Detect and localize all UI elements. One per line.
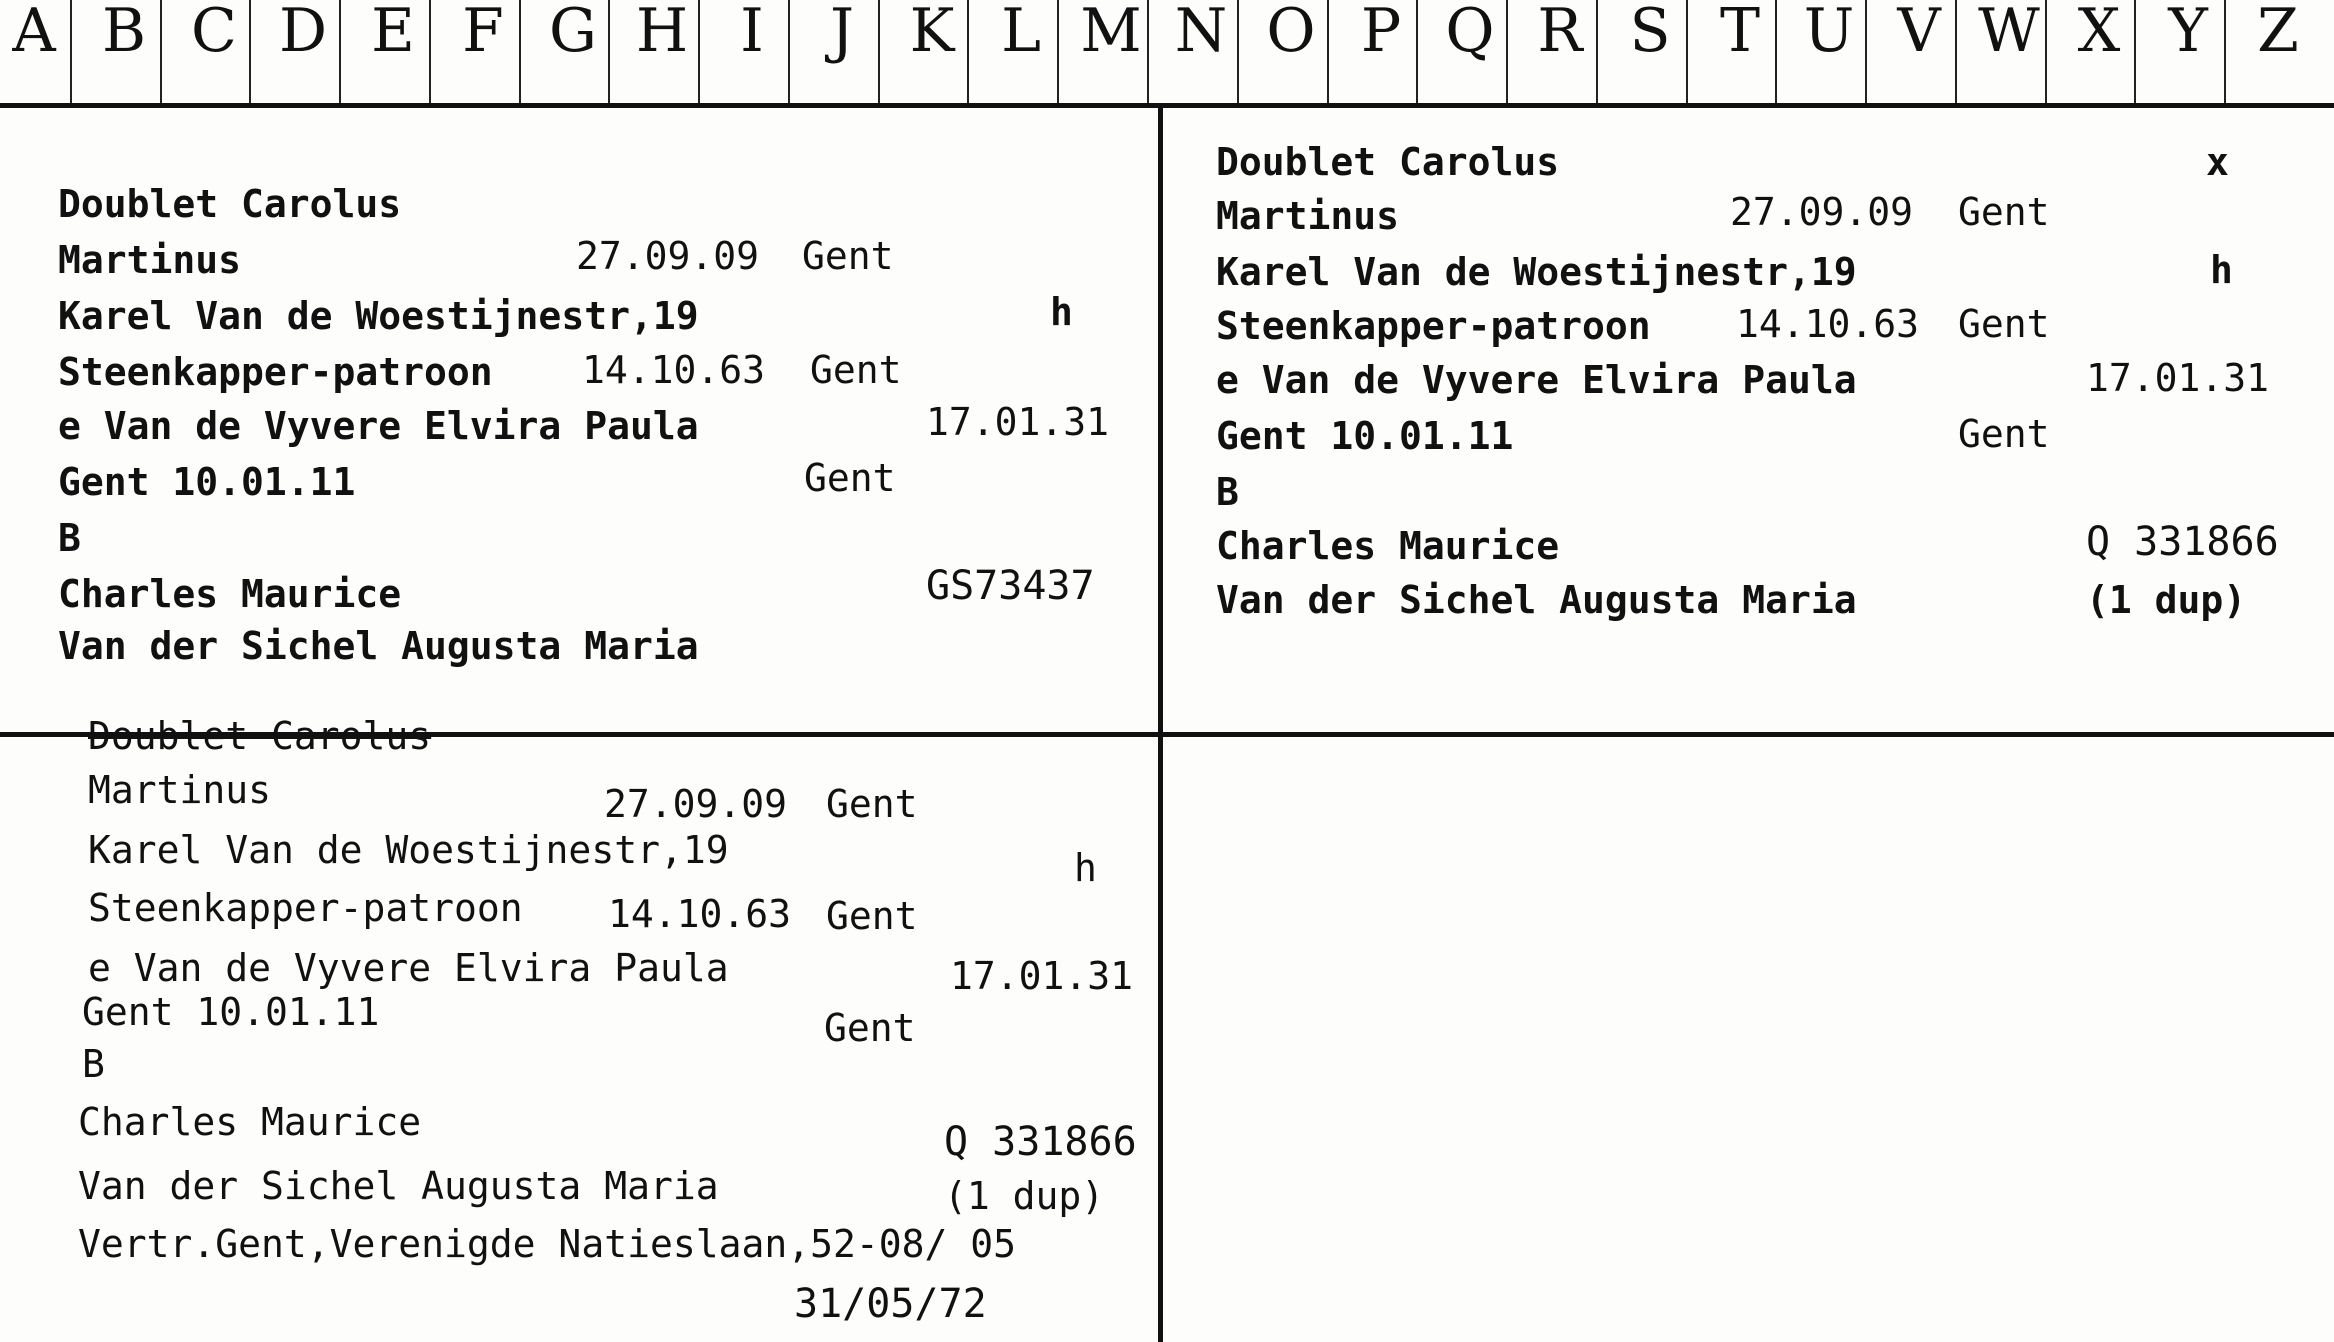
card-occupation-date: 14.10.63 — [608, 892, 792, 936]
card-id-number: Q 331866 — [944, 1119, 1137, 1165]
card-dup-note: (1 dup) — [944, 1174, 1105, 1218]
card-occupation-date: 14.10.63 — [1736, 302, 1920, 346]
index-separator — [788, 0, 790, 103]
index-letter-k: K — [909, 0, 955, 66]
card-mother: Van der Sichel Augusta Maria — [78, 1164, 719, 1208]
index-letter-p: P — [1360, 0, 1402, 66]
index-letter-m: M — [1080, 0, 1142, 66]
card-spouse: e Van de Vyvere Elvira Paula — [1216, 358, 1857, 402]
index-separator — [249, 0, 251, 103]
index-separator — [1506, 0, 1508, 103]
card-marker: h — [2210, 248, 2233, 292]
card-spouse-place: Gent — [804, 456, 896, 500]
card-first-name: Martinus — [88, 768, 272, 812]
index-letter-i: I — [740, 0, 764, 66]
card-birth-place: Gent — [1958, 190, 2050, 234]
index-separator — [878, 0, 880, 103]
index-letter-h: H — [635, 0, 689, 66]
card-name-struck: Doublet Carolus — [88, 714, 432, 758]
card-spouse: e Van de Vyvere Elvira Paula — [88, 946, 729, 990]
card-marker: h — [1074, 846, 1097, 890]
index-separator — [160, 0, 162, 103]
card-name: Doublet Carolus — [1216, 140, 1560, 184]
card-occupation: Steenkapper-patroon — [88, 886, 523, 930]
card-nationality: B — [1216, 470, 1239, 514]
card-father: Charles Maurice — [58, 572, 402, 616]
card-dup-note: (1 dup) — [2086, 578, 2247, 622]
index-separator — [2224, 0, 2226, 103]
index-separator — [429, 0, 431, 103]
card-occupation: Steenkapper-patroon — [1216, 304, 1651, 348]
index-separator — [339, 0, 341, 103]
index-separator — [1057, 0, 1059, 103]
card-mother: Van der Sichel Augusta Maria — [58, 624, 699, 668]
card-birth-date: 27.09.09 — [576, 234, 760, 278]
index-separator — [70, 0, 72, 103]
card-father: Charles Maurice — [1216, 524, 1560, 568]
index-letter-f: F — [462, 0, 504, 66]
index-separator — [1686, 0, 1688, 103]
index-separator — [608, 0, 610, 103]
card-spouse-birth: Gent 10.01.11 — [82, 990, 380, 1034]
card-birth-date: 27.09.09 — [1730, 190, 1914, 234]
card-spouse-place: Gent — [824, 1006, 916, 1050]
card-birth-place: Gent — [802, 234, 894, 278]
card-birth-date: 27.09.09 — [604, 782, 788, 826]
index-separator — [1955, 0, 1957, 103]
index-letter-u: U — [1803, 0, 1855, 66]
index-letter-q: Q — [1445, 0, 1495, 66]
index-letter-e: E — [371, 0, 415, 66]
index-separator — [1237, 0, 1239, 103]
index-letter-c: C — [191, 0, 237, 66]
card-id-number: Q 331866 — [2086, 519, 2279, 565]
index-letter-z: Z — [2257, 0, 2299, 66]
vertical-divider — [1158, 108, 1163, 1342]
index-separator — [1327, 0, 1329, 103]
index-separator — [1416, 0, 1418, 103]
card-departure: Vertr.Gent,Verenigde Natieslaan,52-08/ 05 — [78, 1222, 1016, 1266]
card-occupation: Steenkapper-patroon — [58, 350, 493, 394]
index-separator — [519, 0, 521, 103]
card-spouse-birth: Gent 10.01.11 — [58, 460, 356, 504]
card-address: Karel Van de Woestijnestr,19 — [88, 828, 729, 872]
index-letter-v: V — [1897, 0, 1941, 66]
index-letter-o: O — [1266, 0, 1316, 66]
card-marker: h — [1050, 290, 1073, 334]
card-occupation-place: Gent — [1958, 302, 2050, 346]
card-first-name: Martinus — [1216, 194, 1400, 238]
card-nationality: B — [82, 1042, 105, 1086]
card-departure-date: 31/05/72 — [794, 1281, 987, 1327]
index-separator — [967, 0, 969, 103]
card-spouse: e Van de Vyvere Elvira Paula — [58, 404, 699, 448]
card-check-mark: x — [2206, 140, 2229, 184]
index-letter-n: N — [1174, 0, 1228, 66]
card-spouse-birth: Gent 10.01.11 — [1216, 414, 1514, 458]
card-father: Charles Maurice — [78, 1100, 422, 1144]
card-address: Karel Van de Woestijnestr,19 — [58, 294, 699, 338]
index-separator — [1775, 0, 1777, 103]
card-birth-place: Gent — [826, 782, 918, 826]
index-letter-t: T — [1719, 0, 1761, 66]
index-letter-a: A — [12, 0, 56, 66]
card-occupation-date: 14.10.63 — [582, 348, 766, 392]
card-occupation-place: Gent — [826, 894, 918, 938]
index-letter-l: L — [1001, 0, 1041, 66]
index-letter-j: J — [829, 0, 855, 66]
index-separator — [2134, 0, 2136, 103]
card-spouse-date: 17.01.31 — [926, 400, 1110, 444]
card-mother: Van der Sichel Augusta Maria — [1216, 578, 1857, 622]
index-separator — [1147, 0, 1149, 103]
card-occupation-place: Gent — [810, 348, 902, 392]
index-separator — [2045, 0, 2047, 103]
index-letter-s: S — [1629, 0, 1671, 66]
alphabet-index-bar — [0, 0, 2334, 108]
card-spouse-date: 17.01.31 — [950, 954, 1134, 998]
index-separator — [1865, 0, 1867, 103]
index-separator — [1596, 0, 1598, 103]
index-separator — [698, 0, 700, 103]
index-letter-b: B — [101, 0, 147, 66]
index-letter-g: G — [549, 0, 597, 66]
card-spouse-place: Gent — [1958, 412, 2050, 456]
card-spouse-date: 17.01.31 — [2086, 356, 2270, 400]
card-name: Doublet Carolus — [58, 182, 402, 226]
card-id-number: GS73437 — [926, 563, 1095, 609]
index-letter-x: X — [2077, 0, 2121, 66]
index-letter-r: R — [1537, 0, 1583, 66]
card-address: Karel Van de Woestijnestr,19 — [1216, 250, 1857, 294]
index-letter-y: Y — [2168, 0, 2208, 66]
card-nationality: B — [58, 516, 81, 560]
index-letter-w: W — [1978, 0, 2040, 66]
card-first-name: Martinus — [58, 238, 242, 282]
index-letter-d: D — [278, 0, 328, 66]
